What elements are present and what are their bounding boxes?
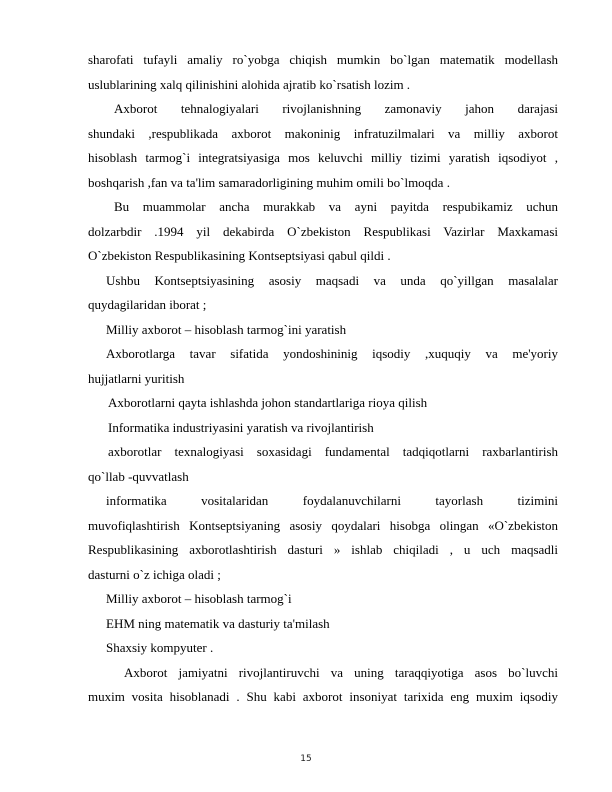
text-line: hujjatlarni yuritish — [88, 370, 185, 386]
text-line: Axborotlarga tavar sifatida yondoshininig iqsodiy ,xuquqiy va me'yoriy — [106, 346, 558, 361]
text-line: Ushbu Kontseptsiyasining asosiy maqsadi va unda qo`yillgan masalalar — [106, 272, 558, 288]
text-line: Axborotlarni qayta ishlashda johon standartlariga rioya qilish — [108, 395, 428, 410]
text-line: dolzarbdir .1994 yil dekabirda O`zbekiston Respublikasi Vazirlar Maxkamasi — [88, 223, 558, 239]
text-line: Respublikasining axborotlashtirish dasturi » ishlab chiqiladi , u uch maqsadli — [88, 542, 558, 557]
text-line: O`zbekiston Respublikasining Kontseptsiyasi qabul qildi . — [88, 248, 391, 263]
text-line: dasturni o`z ichiga oladi ; — [88, 566, 221, 582]
text-line: muxim vosita hisoblanadi . Shu kabi axborot insoniyat tarixida eng muxim iqsodiy — [88, 689, 558, 704]
text-line: shundaki ,respublikada axborot makoninig infratuzilmalari va milliy axborot — [88, 125, 558, 141]
text-line: Informatika industriyasini yaratish va rivojlantirish — [108, 419, 374, 435]
text-line: muvofiqlashtirish Kontseptsiyaning asosiy qoydalari hisobga olingan «O`zbekiston — [88, 517, 558, 533]
document-body — [88, 48, 558, 710]
text-line: Axborot tehnalogiyalari rivojlanishning zamonaviy jahon darajasi — [114, 101, 558, 116]
page-number: 15 — [300, 754, 312, 764]
text-line: boshqarish ,fan va ta'lim samaradorligining muhim omili bo`lmoqda . — [88, 174, 450, 190]
text-line: qo`llab -quvvatlash — [88, 468, 189, 484]
text-line: Milliy axborot – hisoblash tarmog`ini yaratish — [106, 321, 347, 337]
text-line: EHM ning matematik va dasturiy ta'milash — [106, 615, 330, 631]
text-line: Shaxsiy kompyuter . — [106, 640, 214, 655]
text-line: Axborot jamiyatni rivojlantiruvchi va uning taraqqiyotiga asos bo`luvchi — [124, 664, 558, 680]
text-line: hisoblash tarmog`i integratsiyasiga mos keluvchi milliy tizimi yaratish iqsodiyot , — [88, 150, 558, 165]
text-line: sharofati tufayli amaliy ro`yobga chiqish mumkin bo`lgan matematik modellash — [88, 52, 558, 67]
text-line: axborotlar texnalogiyasi soxasidagi fundamental tadqiqotlarni raxbarlantirish — [108, 444, 558, 459]
text-line: informatika vositalaridan foydalanuvchilarni tayorlash tizimini — [106, 493, 558, 508]
text-line: quydagilaridan iborat ; — [88, 297, 207, 312]
text-line: Bu muammolar ancha murakkab va ayni payitda respubikamiz uchun — [114, 199, 558, 214]
text-line: Milliy axborot – hisoblash tarmog`i — [106, 591, 292, 606]
text-line: uslublarining xalq qilinishini alohida ajratib ko`rsatish lozim . — [88, 76, 411, 92]
